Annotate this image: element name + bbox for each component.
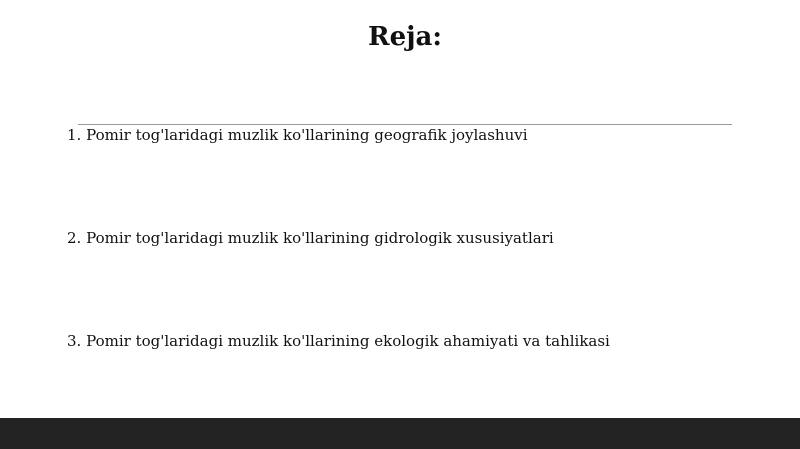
plan-item-2 xyxy=(67,228,554,248)
plan-item-number: 1. xyxy=(67,126,82,144)
plan-item-text: Pomir tog'laridagi muzlik ko'llarining gidrologik xususiyatlari xyxy=(86,229,554,247)
page-title: Reja: xyxy=(367,22,442,52)
plan-item-text: Pomir tog'laridagi muzlik ko'llarining ekologik ahamiyati va tahlikasi xyxy=(86,332,610,350)
footer-bar xyxy=(0,418,800,449)
plan-item-number: 2. xyxy=(67,229,82,247)
plan-item-number: 3. xyxy=(67,332,82,350)
plan-item-1 xyxy=(67,125,528,145)
plan-item-text: Pomir tog'laridagi muzlik ko'llarining geografik joylashuvi xyxy=(86,126,528,144)
plan-item-3 xyxy=(67,331,610,351)
